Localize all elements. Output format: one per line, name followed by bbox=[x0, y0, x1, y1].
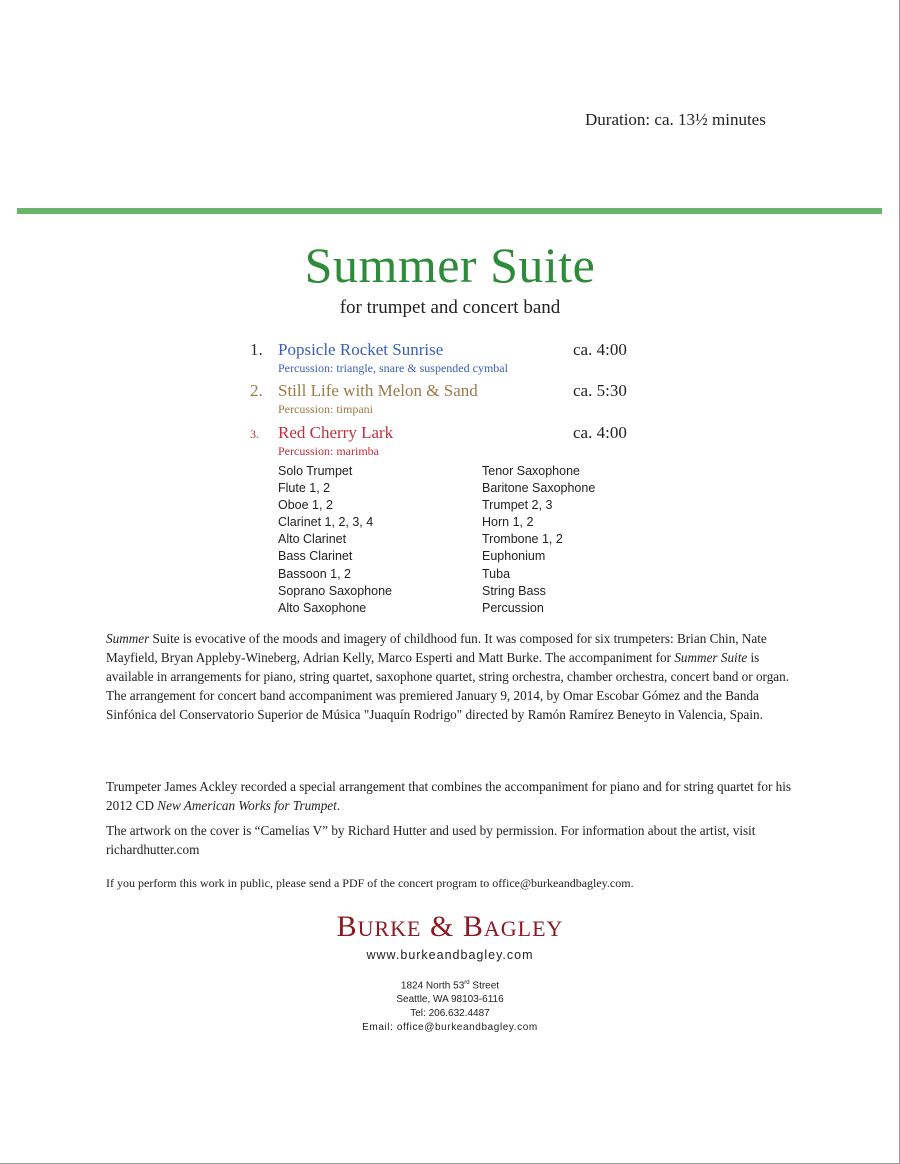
instrument-item: Tuba bbox=[482, 566, 511, 581]
instrument-item: Bassoon 1, 2 bbox=[278, 566, 351, 581]
movement-percussion: Percussion: timpani bbox=[278, 402, 373, 416]
italic-title: Summer Suite bbox=[674, 650, 748, 665]
instrument-item: Alto Clarinet bbox=[278, 532, 347, 547]
logo-smallcaps: AGLEY bbox=[483, 916, 564, 941]
instrument-item: Bass Clarinet bbox=[278, 549, 353, 564]
publisher-phone: Tel: 206.632.4487 bbox=[410, 1008, 490, 1019]
recording-paragraph bbox=[106, 777, 796, 815]
description-paragraph bbox=[106, 629, 796, 724]
instrument-item: Clarinet 1, 2, 3, 4 bbox=[278, 515, 374, 530]
paragraph-text: . bbox=[336, 798, 341, 813]
instrument-item: Horn 1, 2 bbox=[482, 515, 534, 530]
logo-letter: B bbox=[462, 910, 484, 943]
instrument-item: Alto Saxophone bbox=[278, 600, 367, 615]
publisher-website: www.burkeandbagley.com bbox=[366, 948, 534, 962]
page-subtitle: for trumpet and concert band bbox=[339, 297, 561, 318]
paragraph-text: is available in arrangements for piano, string quartet, saxophone quartet, string orchestra, chamber orchestra, concert band or organ. The arrangement for concert band accompaniment was premiered January 9, 2014, by Omar Escobar Gómez and the Banda Sinfónica del Conservatorio Superior de Música "Juaquín Rodrigo" directed by Ramón Ramírez Beneyto in Valencia, Spain. bbox=[106, 650, 790, 722]
paragraph-text: Trumpeter James Ackley recorded a special arrangement that combines the accompaniment for piano and for string quartet for his 2012 CD bbox=[106, 779, 792, 813]
publisher-city: Seattle, WA 98103-6116 bbox=[396, 994, 504, 1005]
logo-smallcaps: URKE bbox=[357, 916, 422, 941]
movement-duration: ca. 4:00 bbox=[573, 340, 627, 359]
instrument-item: Baritone Saxophone bbox=[482, 481, 596, 496]
green-divider bbox=[17, 208, 882, 214]
italic-title: Summer bbox=[106, 631, 150, 646]
instrument-item: Trombone 1, 2 bbox=[482, 532, 563, 547]
page-title: Summer Suite bbox=[304, 237, 596, 293]
italic-cd-title: New American Works for Trumpet bbox=[157, 798, 337, 813]
movement-number: 1. bbox=[250, 340, 263, 359]
street-text: 1824 North 53 bbox=[400, 980, 465, 992]
movement-title: Red Cherry Lark bbox=[278, 423, 394, 442]
movement-percussion: Percussion: triangle, snare & suspended cymbal bbox=[278, 361, 508, 375]
total-duration: Duration: ca. 13½ minutes bbox=[585, 110, 766, 129]
instrument-item: Solo Trumpet bbox=[278, 464, 353, 478]
publisher-email: Email: office@burkeandbagley.com bbox=[362, 1022, 538, 1033]
instrument-item: String Bass bbox=[482, 583, 546, 598]
movement-percussion: Percussion: marimba bbox=[278, 444, 379, 458]
instrumentation-left-column bbox=[278, 463, 392, 617]
publisher-logo bbox=[0, 910, 900, 944]
instrument-item: Percussion bbox=[482, 600, 544, 615]
street-ordinal: rd bbox=[464, 980, 470, 986]
publisher-street bbox=[0, 980, 900, 991]
paragraph-text: Suite is evocative of the moods and imagery of childhood fun. It was composed for six trumpeters: Brian Chin, Nate Mayfield, Bryan Appleby-Wineberg, Adrian Kelly, Marco Esperti and Matt Burke. The accompaniment for bbox=[106, 631, 767, 665]
movement-duration: ca. 4:00 bbox=[573, 423, 627, 442]
artwork-paragraph: The artwork on the cover is “Camelias V” by Richard Hutter and used by permission. For information about the artist, visit richardhutter.com bbox=[106, 823, 756, 857]
movement-number: 2. bbox=[250, 381, 263, 400]
instrument-item: Soprano Saxophone bbox=[278, 583, 392, 598]
instrumentation-right-column bbox=[482, 463, 595, 617]
instrument-item: Euphonium bbox=[482, 549, 546, 564]
instrument-item: Tenor Saxophone bbox=[482, 464, 580, 478]
instrument-item: Oboe 1, 2 bbox=[278, 498, 333, 513]
movement-duration: ca. 5:30 bbox=[573, 381, 627, 400]
instrument-item: Trumpet 2, 3 bbox=[482, 498, 553, 513]
movement-title: Still Life with Melon & Sand bbox=[278, 381, 478, 400]
street-text: Street bbox=[469, 980, 500, 992]
logo-letter: B bbox=[336, 910, 358, 943]
performance-note: If you perform this work in public, please send a PDF of the concert program to office@burkeandbagley.com. bbox=[106, 876, 634, 890]
movement-number: 3. bbox=[250, 427, 259, 441]
instrument-item: Flute 1, 2 bbox=[278, 481, 331, 496]
logo-ampersand: & bbox=[421, 910, 463, 943]
movement-title: Popsicle Rocket Sunrise bbox=[278, 340, 444, 359]
